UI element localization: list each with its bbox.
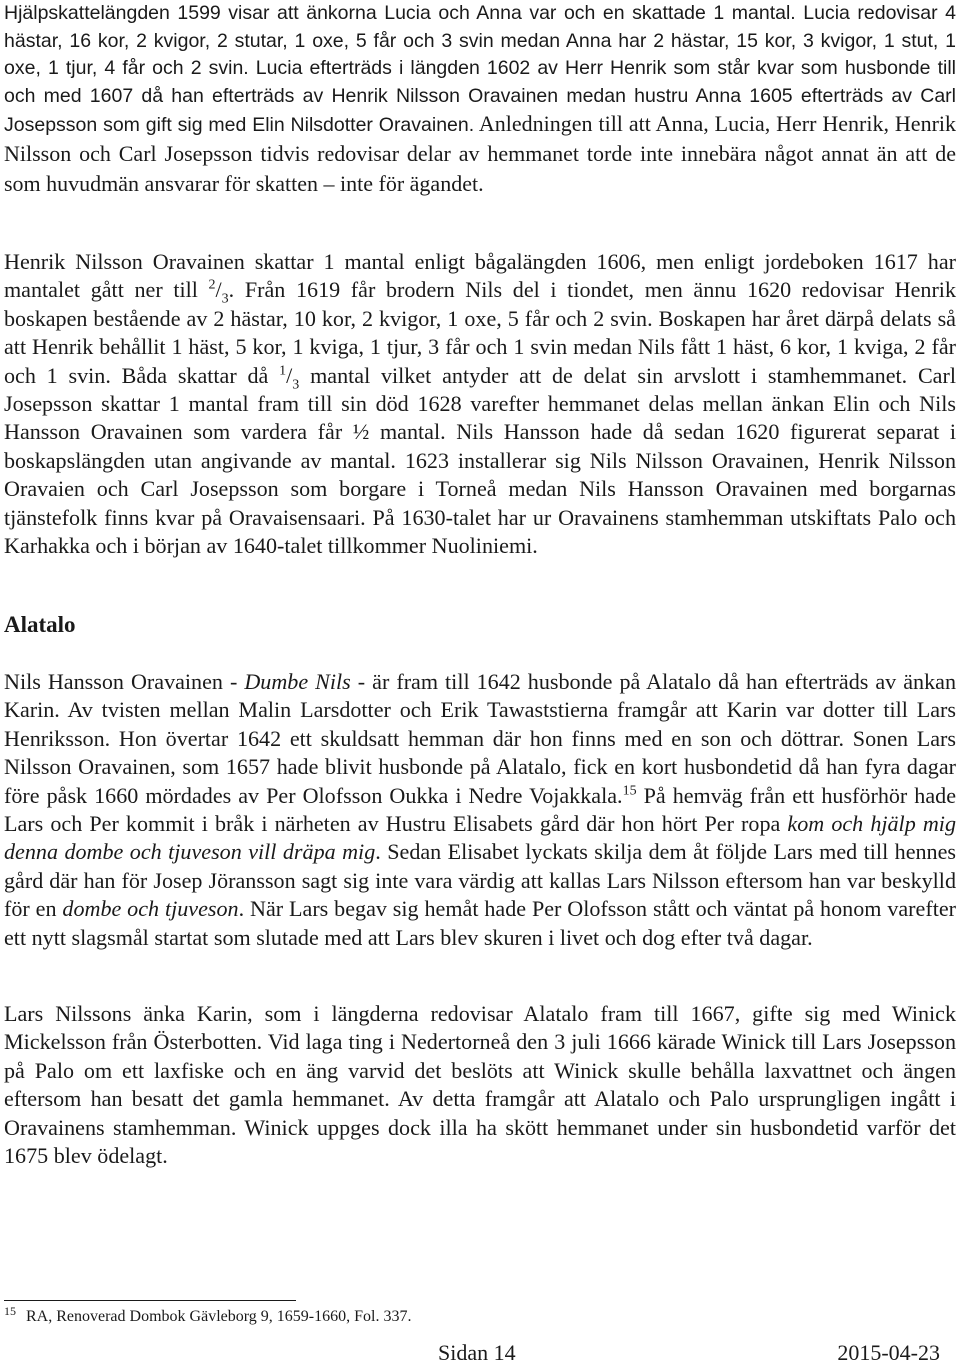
paragraph-4-text-d: . Sedan Elisabet lyckats skilja dem åt följde Lars med till hennes gård där han för Josep Jöransson sagt sig inte vara värdig att kallas Lars Nilsson eftersom han var beskylld för en	[4, 839, 956, 922]
footnote-number: 15	[4, 1303, 16, 1318]
paragraph-1-sans-text: Hjälpskattelängden 1599 visar att änkorna Lucia och Anna var och en skattade 1 mantal. Lucia redovisar 4 hästar, 16 kor, 2 kvigor, 2 stutar, 1 oxe, 5 får och 3 svin medan Anna har 2 hästar, 15 kor, 3 kvigor, 1 stut, 1 oxe, 1 tjur, 4 får och 2 svin. Lucia efterträds i längden 1602 av Herr Henrik som står kvar som husbonde till och med 1607 då han efterträds av Henrik Nilsson Oravainen medan hustru Anna 1605 efterträds av Carl Josepsson som gift sig med Elin Nilsdotter Oravainen.	[4, 2, 956, 137]
paragraph-4	[4, 668, 956, 952]
fraction-1-denominator: 3	[221, 291, 229, 307]
paragraph-4-text-a: Nils Hansson Oravainen -	[4, 669, 245, 694]
fraction-2-numerator: 1	[279, 363, 287, 379]
footnote-reference[interactable]: 15	[622, 783, 637, 799]
fraction-1-numerator: 2	[208, 278, 216, 294]
paragraph-2-text-b: . Från 1619 får brodern Nils del i tiondet, men ännu 1620 redovisar Henrik boskapen bestående av 2 hästar, 10 kor, 2 kvigor, 1 oxe, 5 får och 2 svin. Boskapen har året därpå delats så att Henrik behållit 1 häst, 5 kor, 1 kviga, 1 tjur, 3 får och 1 svin medan Nils fått 1 häst, 6 kor, 1 kviga, 2 får och 1 svin. Båda skattar då	[4, 277, 956, 388]
paragraph-4-text-e: . När Lars begav sig hemåt hade Per Olofsson stått och väntat på honom varefter ett nytt slagsmål startat som slutade med att Lars blev skuren i livet och dog efter två dagar.	[4, 896, 956, 950]
footnote-divider	[4, 1300, 296, 1301]
paragraph-4-italic-2: kom och hjälp mig denna dombe och tjuveson vill dräpa mig	[4, 811, 956, 865]
paragraph-4-text-c: På hemväg från ett husförhör hade Lars och Per kommit i bråk i närheten av Hustru Elisabets gård där hon hört Per ropa	[4, 782, 956, 837]
paragraph-2: Henrik Nilsson Oravainen skattar 1 mantal enligt bågalängden 1606, men enligt jordeboken 1617 har mantalet gått ner till $^2/_3$. Från 1619 får brodern Nils del i tiondet, men ännu 1620 redovisar Henrik boskapen bestående av 2 hästar, 10 kor, 2 kvigor, 1 oxe, 5 får och 2 svin. Boskapen har året därpå delats så att Henrik behållit 1 häst, 5 kor, 1 kviga, 1 tjur, 3 får och 1 svin medan Nils fått 1 häst, 6 kor, 1 kviga, 2 får och 1 svin. Båda skattar då $^1/_3$ mantal vilket antyder att de delat sin arvslott i stamhemmanet. Carl Josepsson skattar 1 mantal fram till sin död 1628 varefter hemmanet delas mellan änkan Elin och Nils Hansson Oravainen som vardera får ½ mantal. Nils Hansson hade då sedan 1620 figurerat separat i boskapslängden utan angivande av mantal. 1623 installerar sig Nils Nilsson Oravainen, Henrik Nilsson Oravaien och Carl Josepsson som borgare i Torneå medan Nils Hansson Oravainen med borgarnas tjänstefolk finns kvar på Oravaisensaari. På 1630-talet har ur Oravainens stamhemman utskiftats Palo och Karhakka och i början av 1640-talet tillkommer Nuoliniemi.	[4, 249, 956, 559]
paragraph-1	[4, 0, 956, 199]
footnote	[4, 1303, 704, 1328]
footnote-text: RA, Renoverad Dombok Gävleborg 9, 1659-1660, Fol. 337.	[26, 1308, 412, 1325]
page-date: 2015-04-23	[837, 1340, 940, 1365]
section-heading: Alatalo	[4, 612, 76, 637]
paragraph-2-text-a: Henrik Nilsson Oravainen skattar 1 mantal enligt bågalängden 1606, men enligt jordeboken 1617 har mantalet gått ner till	[4, 249, 956, 303]
paragraph-1-serif-text: Anledningen till att Anna, Lucia, Herr Henrik, Henrik Nilsson och Carl Josepsson tidvis redovisar delar av hemmanet torde inte innebära något annat än att de som huvudmän ansvarar för skatten – inte för ägandet.	[4, 111, 957, 196]
page-number: Sidan 14	[438, 1340, 516, 1365]
paragraph-5: Lars Nilssons änka Karin, som i längderna redovisar Alatalo fram till 1667, gifte sig med Winick Mickelsson från Österbotten. Vid laga ting i Nedertorneå den 3 juli 1666 kärade Winick till Lars Josepsson på Palo om ett laxfiske och en äng varvid det beslöts att Winick skulle behålla laxvattnet och ängen eftersom han besatt det gamla hemmanet. Av detta framgår att Alatalo och Palo ursprungligen ingått i Oravainens stamhemman. Winick uppges dock illa ha skött hemmanet under sin husbondetid varför det 1675 blev ödelagt.	[4, 1001, 956, 1169]
paragraph-4-italic-1: Dumbe Nils	[244, 669, 351, 694]
fraction-2-denominator: 3	[292, 377, 300, 393]
paragraph-4-italic-3: dombe och tjuveson	[62, 896, 239, 922]
paragraph-4-text-b: - är fram till 1642 husbonde på Alatalo då han efterträds av änkan Karin. Av tvisten mellan Malin Larsdotter och Erik Tawaststierna framgår att Karin var dotter till Lars Henriksson. Hon övertar 1642 ett skuldsatt hemman där hon finns med en son och döttrar. Sonen Lars Nilsson Oravainen, som 1657 hade blivit husbonde på Alatalo, fick en kort husbondetid då han fyra dagar före påsk 1660 mördades av Per Olofsson Oukka i Nedre Vojakkala.	[4, 669, 956, 808]
paragraph-2-text-c: mantal vilket antyder att de delat sin arvslott i stamhemmanet. Carl Josepsson skattar 1 mantal fram till sin död 1628 varefter hemmanet delas mellan änkan Elin och Nils Hansson Oravainen som vardera får ½ mantal. Nils Hansson hade då sedan 1620 figurerat separat i boskapslängden utan angivande av mantal. 1623 installerar sig Nils Nilsson Oravainen, Henrik Nilsson Oravaien och Carl Josepsson som borgare i Torneå medan Nils Hansson Oravainen med borgarnas tjänstefolk finns kvar på Oravaisensaari. På 1630-talet har ur Oravainens stamhemman utskiftats Palo och Karhakka och i början av 1640-talet tillkommer Nuoliniemi.	[4, 362, 956, 559]
